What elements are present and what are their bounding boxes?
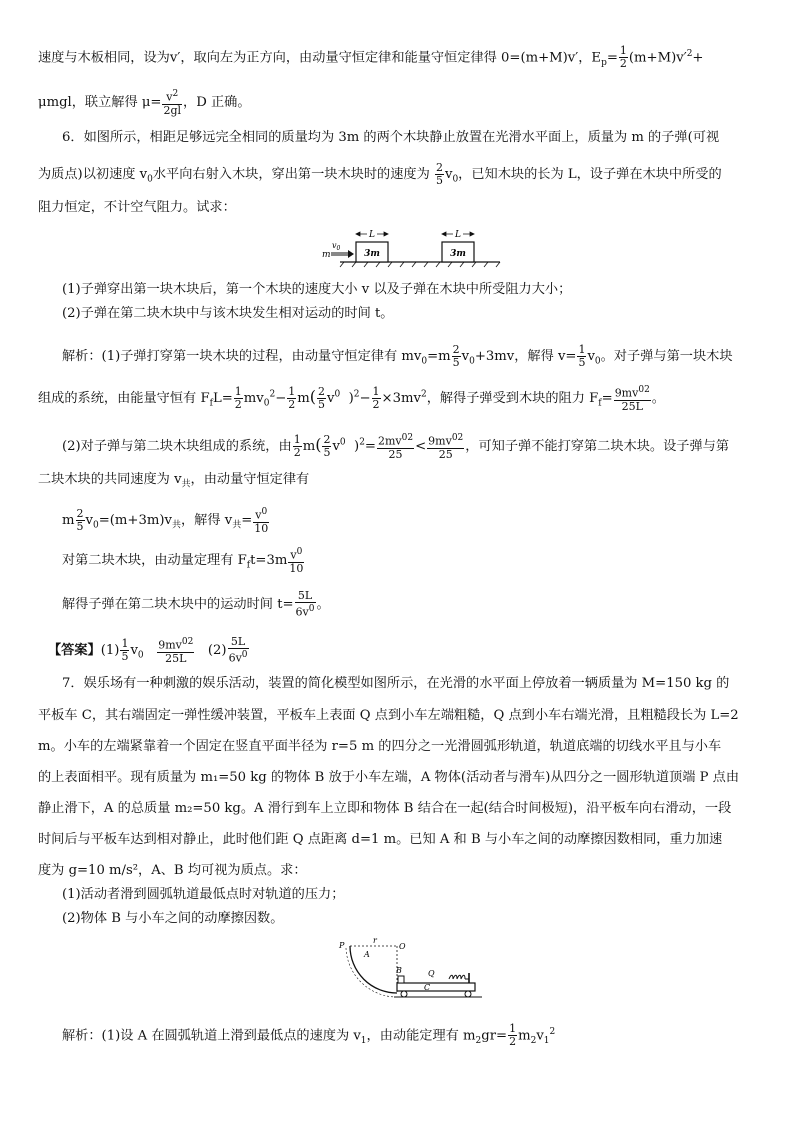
question-6-line: 为质点)以初速度 $v_0$水平向右射入木块，穿出第一块木块时的速度为 $\frac{2}{5}$ $v_0$，已知木块的长为 L，设子弹在木块中所受的 (38, 161, 722, 187)
question-6-line: 阻力恒定，不计空气阻力。试求： (38, 200, 236, 215)
bullet-mass-label: m (322, 250, 331, 260)
blocks-figure (318, 226, 508, 272)
question-7-line: 的上表面相平。现有质量为 m₁=50 kg 的物体 B 放于小车左端，A 物体(活动者与滑车)从四分之一圆形轨道顶端 P 点由 (38, 770, 740, 785)
question-7-line: m。小车的左端紧靠着一个固定在竖直平面半径为 r=5 m 的四分之一光滑圆弧形轨道，轨道底端的切线水平且与小车 (38, 739, 722, 754)
label-A: A (364, 950, 370, 959)
question-6-line: 6．如图所示，相距足够远完全相同的质量均为 3m 的两个木块静止放置在光滑水平面上，质量为 m 的子弹(可视 (62, 130, 720, 145)
label-r: r (373, 936, 377, 945)
question-7-line: 7．娱乐场有一种刺激的娱乐活动，装置的简化模型如图所示，在光滑的水平面上停放着一辆质量为 M=150 kg 的 (62, 676, 730, 691)
label-B: B (396, 966, 402, 975)
sub-question: (2)子弹在第二块木块中与该木块发生相对运动的时间 t。 (62, 306, 394, 321)
analysis-line: 组成的系统，由能量守恒有 $F_fL=$ $\frac{1}{2}$ $mv_0^2-$ $\frac{1}{2}$ m( $\frac{2}{5}$ $v^0$ )$^2$− $\frac{1}{2}$ $\times 3mv^2$，解得子弹受到木块的阻力 $F_f=$ $\frac{9mv^{02}}{25L}$ 。 (38, 384, 665, 413)
block-B (398, 976, 404, 983)
sub-question: (1)活动者滑到圆弧轨道最低点时对轨道的压力； (62, 887, 345, 902)
answer-line: 【答案】(1) $\frac{1}{5}$ $v_0$ $\frac{9mv^{02}}{25L}$ (2) $\frac{5L}{6v^0}$ (48, 635, 248, 665)
label-P: P (339, 941, 345, 950)
question-7-line: 平板车 C，其右端固定一弹性缓冲装置，平板车上表面 Q 点到小车左端粗糙，Q 点到小车右端光滑，且粗糙段长为 L=2 (38, 708, 739, 723)
analysis-line: 二块木块的共同速度为 $v_共$，由动量守恒定律有 (38, 472, 310, 490)
velocity-label: $v_0$ (332, 241, 341, 252)
sub-question: (1)子弹穿出第一块木块后，第一个木块的速度大小 v 以及子弹在木块中所受阻力大小； (62, 282, 572, 297)
track-and-cart-figure (336, 936, 486, 1000)
question-7-line: 度为 g=10 m/s²，A、B 均可视为质点。求： (38, 863, 307, 878)
analysis-line: 对第二块木块，由动量定理有 $F_ft=3m$ $\frac{v^0}{10}$ (62, 547, 304, 575)
bullet-arrow (331, 250, 354, 258)
analysis-line: (2)对子弹与第二块木块组成的系统，由 $\frac{1}{2}$ m( $\frac{2}{5}$ $v^0$ )$^2$= $\frac{2mv^{02}}{25}$ < $\frac{9mv^{02}}{25}$ ，可知子弹不能打穿第二块木块。设子弹与第 (62, 432, 730, 461)
question-7-line: 时间后与平板车达到相对静止，此时他们距 Q 点距离 d=1 m。已知 A 和 B 与小车之间的动摩擦因数相同，重力加速 (38, 832, 723, 847)
sub-question: (2)物体 B 与小车之间的动摩擦因数。 (62, 911, 284, 926)
arc-track (350, 946, 397, 993)
cart-C (397, 983, 475, 991)
analysis-line: 解得子弹在第二块木块中的运动时间 t= $\frac{5L}{6v^0}$ 。 (62, 589, 330, 619)
wheel-left (401, 991, 407, 997)
length-label-2: L (455, 230, 461, 240)
wheel-right (465, 991, 471, 997)
question-7-line: 静止滑下，A 的总质量 m₂=50 kg。A 滑行到车上立即和物体 B 结合在一起(结合时间极短)，沿平板车向右滑动，一段 (38, 801, 732, 816)
text-line: μmgl，联立解得 μ= $\frac{v^2}{2gl}$ ，D 正确。 (38, 89, 251, 117)
label-O: O (399, 942, 406, 951)
analysis-line: m $\frac{2}{5}$ $v_0=(m+3m)v_共$，解得 $v_共=$ $\frac{v^0}{10}$ (62, 506, 269, 535)
label-Q: Q (428, 969, 435, 978)
length-label-1: L (369, 230, 375, 240)
text-line: 速度与木板相同，设为v′，取向左为正方向，由动量守恒定律和能量守恒定律得 0=(m+M)v′，$E_p=$ $\frac{1}{2}$ $(m+M)v'^2+$ (38, 44, 704, 71)
block-1-label: 3m (364, 249, 380, 259)
analysis-line: 解析：(1)设 A 在圆弧轨道上滑到最低点的速度为 $v_1$，由动能定理有 $m_2gr=$ $\frac{1}{2}$ $m_2v_1^2$ (62, 1022, 556, 1049)
label-C: C (424, 983, 431, 992)
analysis-line: 解析：(1)子弹打穿第一块木块的过程，由动量守恒定律有 $mv_0=m$ $\frac{2}{5}$ $v_0+3mv$，解得 v= $\frac{1}{5}$ $v_0$。对子弹与第一块木块 (62, 343, 733, 369)
block-2-label: 3m (450, 249, 466, 259)
spring (449, 975, 465, 979)
